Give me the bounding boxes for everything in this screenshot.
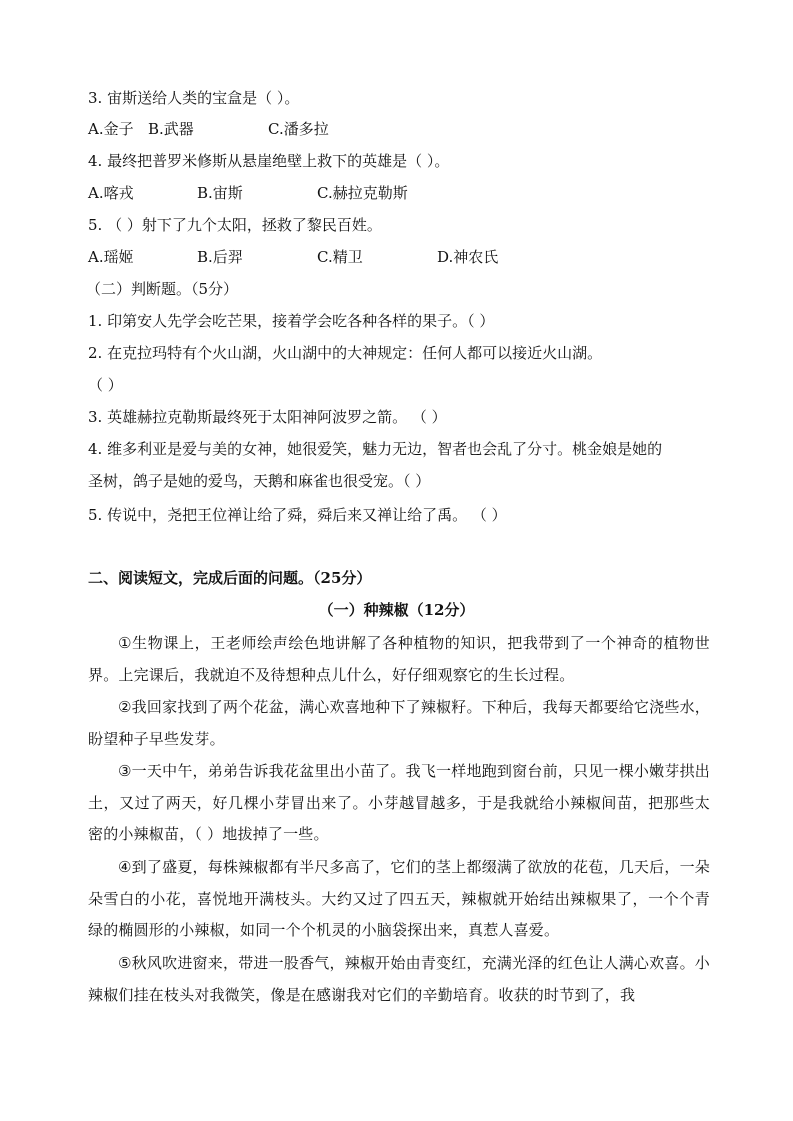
option-c: C.潘多拉 (268, 120, 329, 138)
option-d: D.神农氏 (437, 248, 499, 266)
paragraph-2: ②我回家找到了两个花盆，满心欢喜地种下了辣椒籽。下种后，我每天都要给它浇些水，盼望种子早些发芽。 (88, 698, 710, 748)
question-5-options (88, 247, 709, 267)
option-b: B.武器 (148, 120, 194, 138)
option-a: A.喀戎 (88, 184, 134, 202)
judge-item-5: 5. 传说中，尧把王位禅让给了舜，舜后来又禅让给了禹。 （ ） (88, 506, 507, 524)
judge-item-2: 2. 在克拉玛特有个火山湖，火山湖中的大神规定：任何人都可以接近火山湖。 (88, 344, 603, 362)
judge-item-4: 4. 维多利亚是爱与美的女神，她很爱笑，魅力无边，智者也会乱了分寸。桃金娘是她的 (88, 440, 663, 458)
paragraph-3: ③一天中午，弟弟告诉我花盆里出小苗了。我飞一样地跑到窗台前，只见一棵小嫩芽拱出土，又过了两天，好几棵小芽冒出来了。小芽越冒越多，于是我就给小辣椒间苗，把那些太密的小辣椒苗，（ ）地拔掉了一些。 (88, 762, 710, 843)
question-3-options (88, 119, 709, 139)
question-4: 4. 最终把普罗米修斯从悬崖绝壁上救下的英雄是（ ）。 (88, 152, 450, 170)
judge-item-1: 1. 印第安人先学会吃芒果，接着学会吃各种各样的果子。（ ） (88, 312, 495, 330)
paragraph-4: ④到了盛夏，每株辣椒都有半尺多高了，它们的茎上都缀满了欲放的花苞，几天后，一朵朵雪白的小花，喜悦地开满枝头。大约又过了四五天，辣椒就开始结出辣椒果了，一个个青绿的椭圆形的小辣椒，如同一个个机灵的小脑袋探出来，真惹人喜爱。 (88, 858, 710, 939)
judge-section-title: （二）判断题。（5分） (86, 280, 239, 298)
judge-item-3: 3. 英雄赫拉克勒斯最终死于太阳神阿波罗之箭。 （ ） (88, 408, 447, 426)
option-a: A.金子 (88, 120, 134, 138)
paragraph-5: ⑤秋风吹进窗来，带进一股香气，辣椒开始由青变红，充满光泽的红色让人满心欢喜。小辣椒们挂在枝头对我微笑，像是在感谢我对它们的辛勤培育。收获的时节到了，我 (88, 954, 710, 1004)
paragraph-1: ①生物课上，王老师绘声绘色地讲解了各种植物的知识，把我带到了一个神奇的植物世界。上完课后，我就迫不及待想种点儿什么，好仔细观察它的生长过程。 (88, 634, 710, 684)
reading-subtitle: （一）种辣椒（12分） (318, 601, 475, 619)
judge-item-2-blank: （ ） (88, 376, 123, 394)
reading-section-title: 二、阅读短文，完成后面的问题。（25分） (88, 569, 372, 587)
question-4-options (88, 183, 709, 203)
option-c: C.赫拉克勒斯 (317, 184, 408, 202)
question-5: 5. （ ）射下了九个太阳，拯救了黎民百姓。 (88, 216, 382, 234)
option-a: A.瑶姬 (88, 248, 134, 266)
option-b: B.宙斯 (197, 184, 243, 202)
option-c: C.精卫 (317, 248, 363, 266)
judge-item-4-cont: 圣树，鸽子是她的爱鸟，天鹅和麻雀也很受宠。（ ） (88, 472, 431, 490)
option-b: B.后羿 (197, 248, 243, 266)
question-3: 3. 宙斯送给人类的宝盒是（ ）。 (88, 89, 300, 107)
